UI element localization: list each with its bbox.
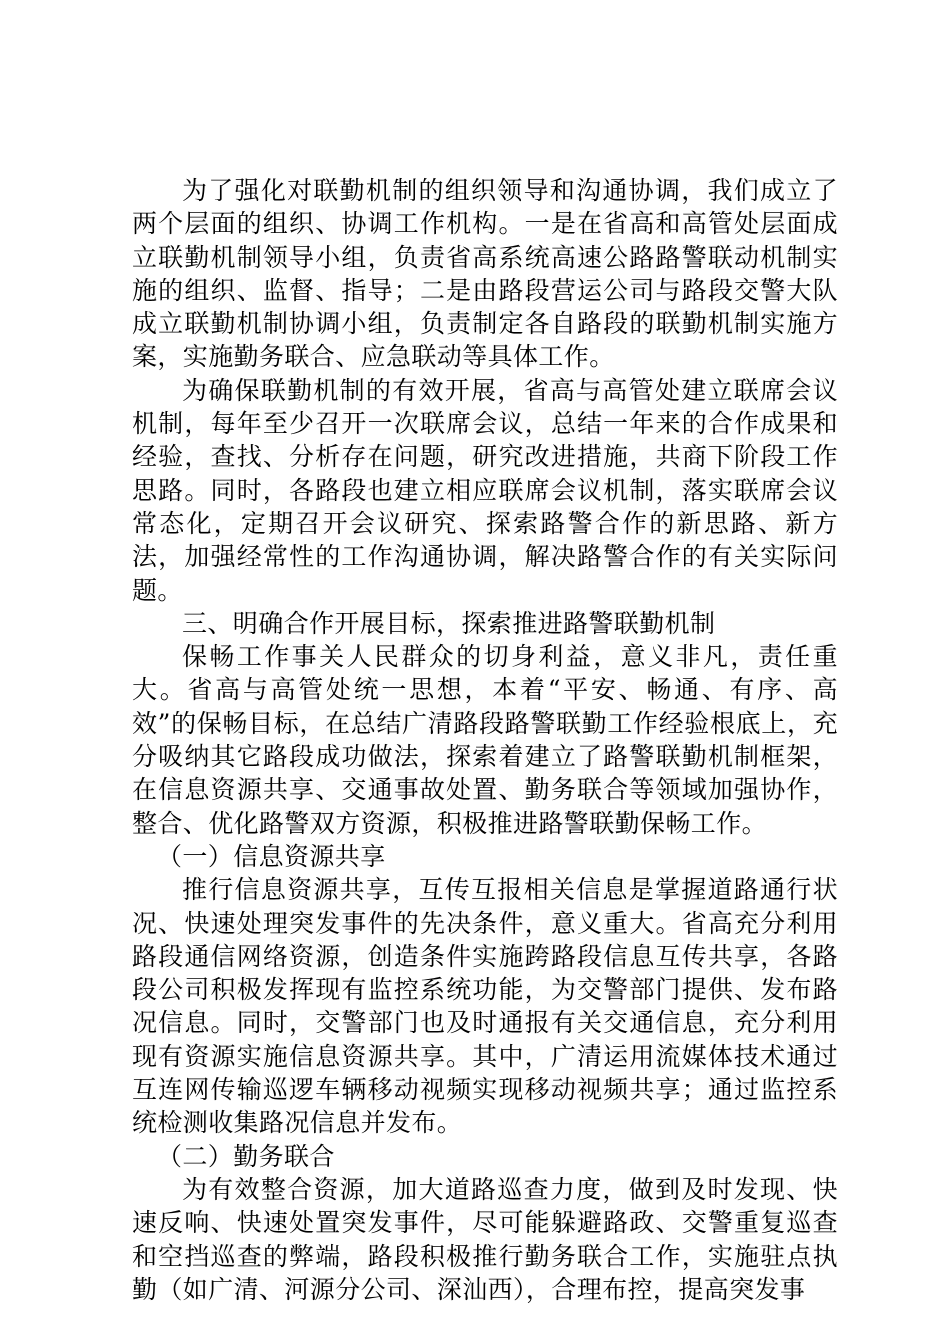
paragraph-duty-joint: 为有效整合资源，加大道路巡查力度，做到及时发现、快速反响、快速处置突发事件，尽可能躲避路政、交警重复巡查和空挡巡查的弊端，路段积极推行勤务联合工作，实施驻点执勤（如广清、河源分公司、深汕西），合理布控，提高突发事 [132,1174,838,1304]
paragraph-info-sharing: 推行信息资源共享，互传互报相关信息是掌握道路通行状况、快速处理突发事件的先决条件，意义重大。省高充分利用路段通信网络资源，创造条件实施跨路段信息互传共享，各路段公司积极发挥现有监控系统功能，为交警部门提供、发布路况信息。同时，交警部门也及时通报有关交通信息，充分利用现有资源实施信息资源共享。其中，广清运用流媒体技术通过互连网传输巡逻车辆移动视频实现移动视频共享；通过监控系统检测收集路况信息并发布。 [132,875,838,1138]
subsection-heading-1: （一）信息资源共享 [157,841,386,871]
paragraph-organization: 为了强化对联勤机制的组织领导和沟通协调，我们成立了两个层面的组织、协调工作机构。一是在省高和高管处层面成立联勤机制领导小组，负责省高系统高速公路路警联动机制实施的组织、监督、指导；二是由路段营运公司与路段交警大队成立联勤机制协调小组，负责制定各自路段的联勤机制实施方案，实施勤务联合、应急联动等具体工作。 [132,176,838,372]
paragraph-goals: 保畅工作事关人民群众的切身利益，意义非凡，责任重大。省高与高管处统一思想，本着“平安、畅通、有序、高效”的保畅目标，在总结广清路段路警联勤工作经验根底上，充分吸纳其它路段成功做法，探索着建立了路警联勤机制框架，在信息资源共享、交通事故处置、勤务联合等领域加强协作，整合、优化路警双方资源，积极推进路警联勤保畅工作。 [132,642,838,838]
document-body [132,174,838,1306]
subsection-heading-2: （二）勤务联合 [157,1141,335,1171]
section-heading-3: 三、明确合作开展目标，探索推进路警联勤机制 [182,608,716,638]
paragraph-joint-meeting: 为确保联勤机制的有效开展，省高与高管处建立联席会议机制，每年至少召开一次联席会议，总结一年来的合作成果和经验，查找、分析存在问题，研究改进措施，共商下阶段工作思路。同时，各路段也建立相应联席会议机制，落实联席会议常态化，定期召开会议研究、探索路警合作的新思路、新方法，加强经常性的工作沟通协调，解决路警合作的有关实际问题。 [132,375,838,605]
